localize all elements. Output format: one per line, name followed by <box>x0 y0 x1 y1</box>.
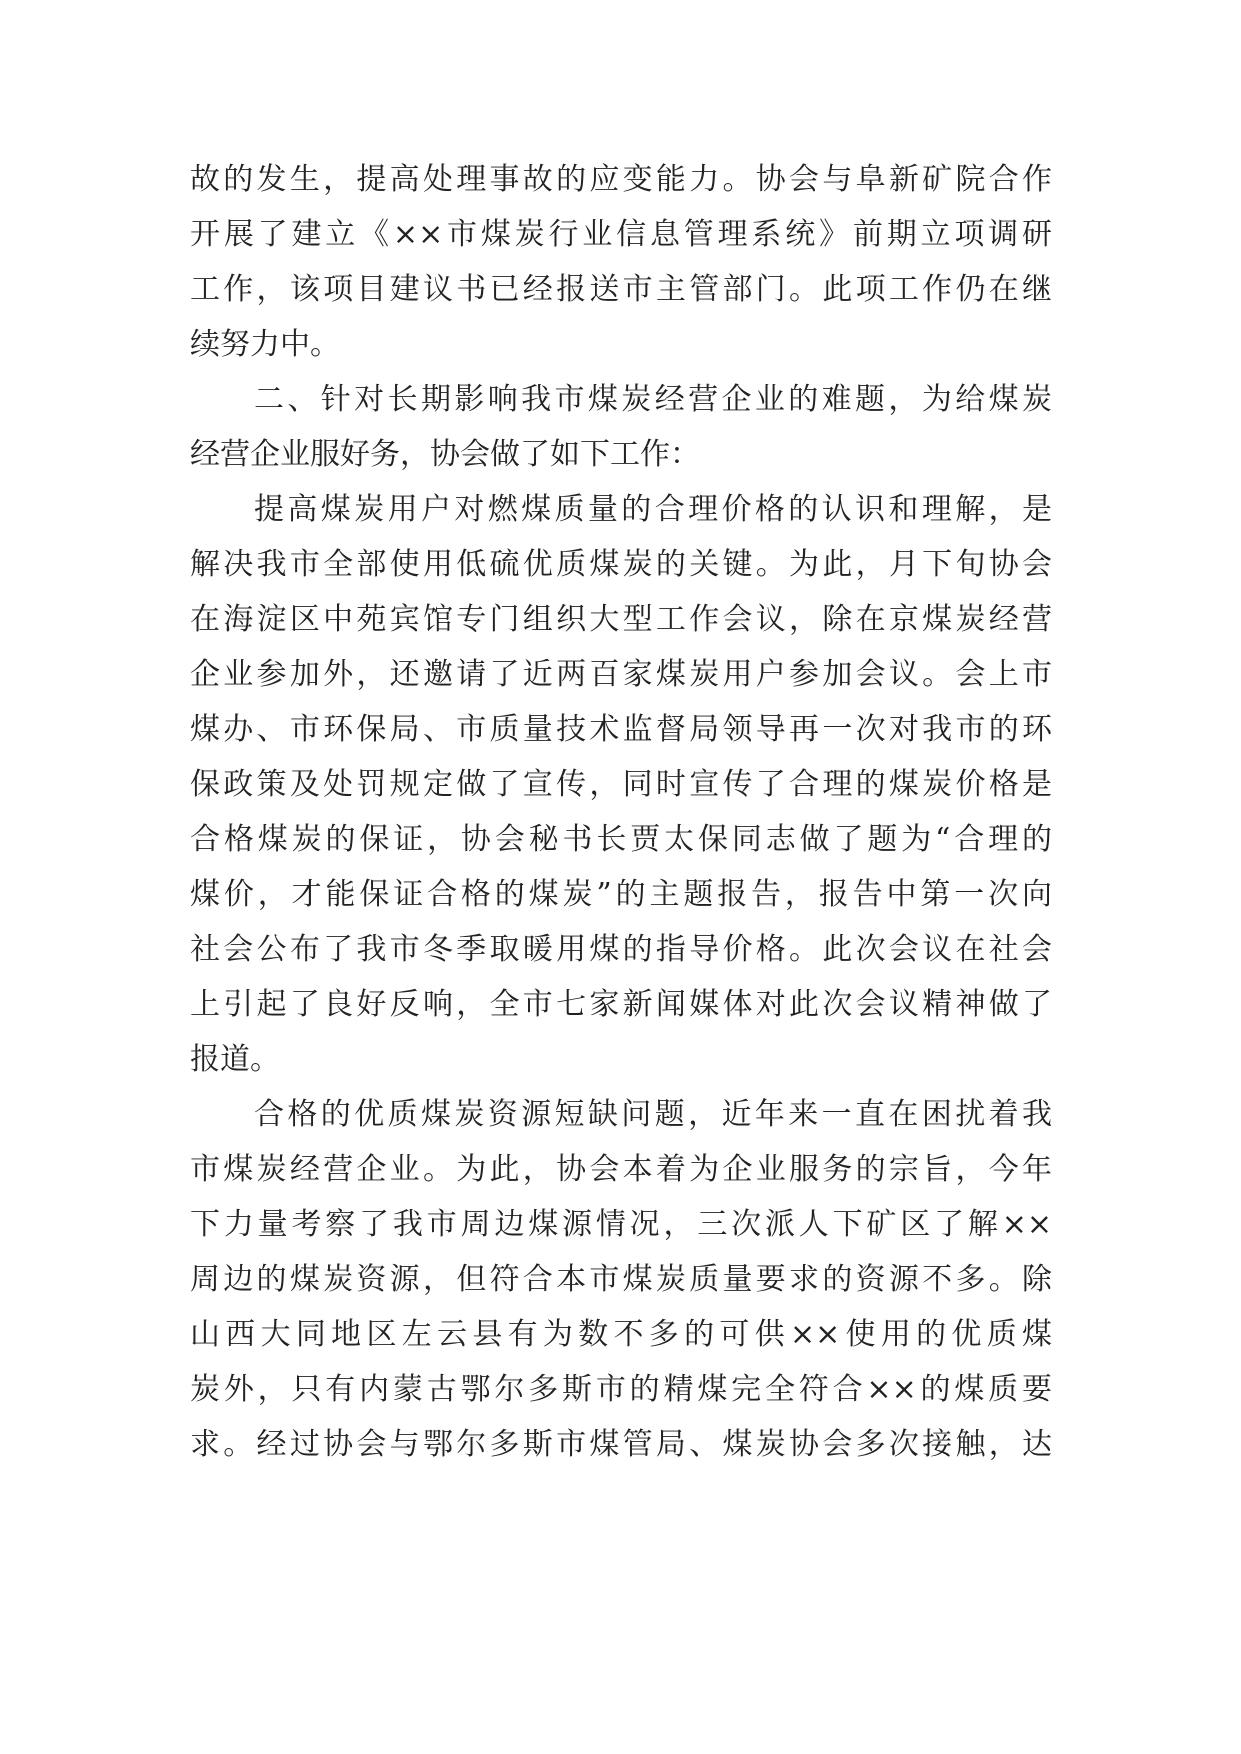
text-line: 在海淀区中苑宾馆专门组织大型工作会议，除在京煤炭经营 <box>190 602 1052 637</box>
section-heading-line: 经营企业服好务，协会做了如下工作： <box>190 437 700 472</box>
text-line: 周边的煤炭资源，但符合本市煤炭质量要求的资源不多。除 <box>190 1262 1052 1297</box>
text-line: 开展了建立《××市煤炭行业信息管理系统》前期立项调研 <box>190 217 1052 252</box>
text-line: 煤办、市环保局、市质量技术监督局领导再一次对我市的环 <box>190 712 1052 747</box>
text-line: 故的发生，提高处理事故的应变能力。协会与阜新矿院合作 <box>190 162 1052 197</box>
text-line: 山西大同地区左云县有为数不多的可供××使用的优质煤 <box>190 1317 1052 1352</box>
text-line: 工作，该项目建议书已经报送市主管部门。此项工作仍在继 <box>190 272 1052 307</box>
text-line: 炭外，只有内蒙古鄂尔多斯市的精煤完全符合××的煤质要 <box>190 1372 1052 1407</box>
text-line: 企业参加外，还邀请了近两百家煤炭用户参加会议。会上市 <box>190 657 1052 692</box>
text-line: 社会公布了我市冬季取暖用煤的指导价格。此次会议在社会 <box>190 932 1052 967</box>
section-heading-line: 二、针对长期影响我市煤炭经营企业的难题，为给煤炭 <box>254 382 1052 417</box>
text-line: 续努力中。 <box>190 327 340 362</box>
text-line: 报道。 <box>190 1042 280 1077</box>
text-line: 下力量考察了我市周边煤源情况，三次派人下矿区了解×× <box>190 1207 1052 1242</box>
text-line: 解决我市全部使用低硫优质煤炭的关键。为此，月下旬协会 <box>190 547 1052 582</box>
text-line: 求。经过协会与鄂尔多斯市煤管局、煤炭协会多次接触，达 <box>190 1427 1052 1462</box>
document-body <box>190 152 1052 1472</box>
text-line: 合格的优质煤炭资源短缺问题，近年来一直在困扰着我 <box>254 1097 1052 1132</box>
text-line: 上引起了良好反响，全市七家新闻媒体对此次会议精神做了 <box>190 987 1052 1022</box>
text-line: 提高煤炭用户对燃煤质量的合理价格的认识和理解，是 <box>254 492 1052 527</box>
text-line: 保政策及处罚规定做了宣传，同时宣传了合理的煤炭价格是 <box>190 767 1052 802</box>
text-line: 煤价，才能保证合格的煤炭”的主题报告，报告中第一次向 <box>190 877 1052 912</box>
text-line: 合格煤炭的保证，协会秘书长贾太保同志做了题为“合理的 <box>190 822 1052 857</box>
text-line: 市煤炭经营企业。为此，协会本着为企业服务的宗旨，今年 <box>190 1152 1052 1187</box>
